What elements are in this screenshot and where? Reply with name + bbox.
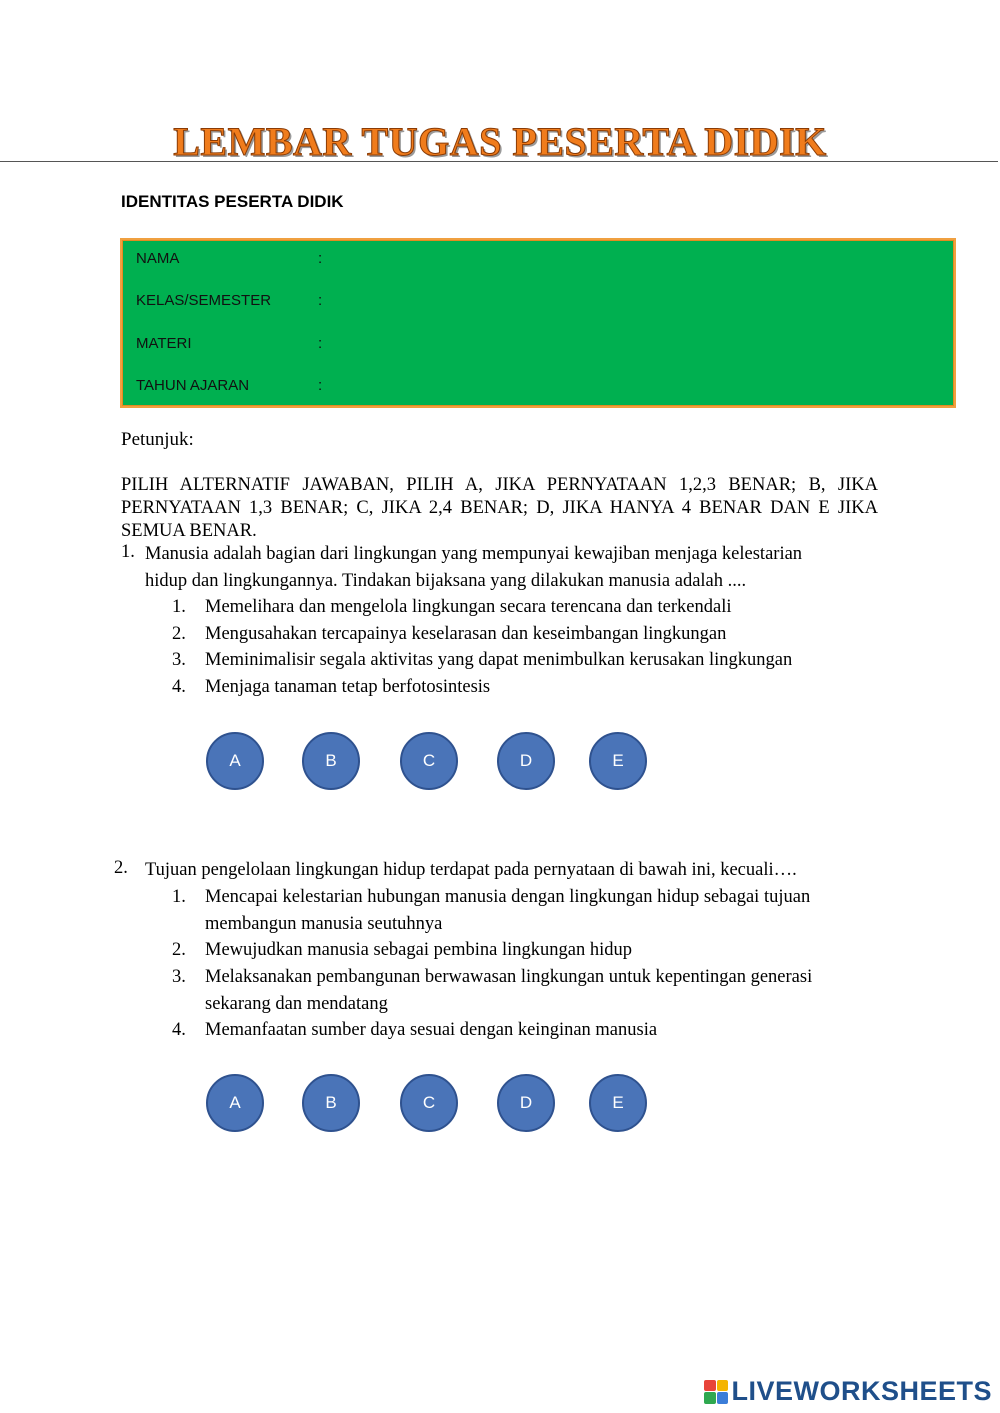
brand-text: LIVEWORKSHEETS — [731, 1376, 992, 1406]
title-divider — [0, 161, 998, 162]
question-1-choice-a[interactable]: A — [206, 732, 264, 790]
identity-row-kelas[interactable] — [136, 292, 322, 309]
question-2-choice-a[interactable]: A — [206, 1074, 264, 1132]
question-1-text — [145, 541, 885, 594]
page-title: LEMBAR TUGAS PESERTA DIDIK — [173, 119, 827, 164]
identity-row-tahun[interactable] — [136, 377, 322, 394]
question-2-choice-c[interactable]: C — [400, 1074, 458, 1132]
identity-heading: IDENTITAS PESERTA DIDIK — [121, 192, 344, 211]
question-2-number: 2. — [114, 858, 128, 878]
question-1-choice-d[interactable]: D — [497, 732, 555, 790]
identity-box — [120, 238, 956, 408]
field-label: KELAS/SEMESTER — [136, 292, 272, 309]
question-2-choice-b[interactable]: B — [302, 1074, 360, 1132]
identity-row-nama[interactable] — [136, 250, 322, 267]
liveworksheets-brand[interactable] — [704, 1376, 992, 1407]
question-1-choice-e[interactable]: E — [589, 732, 647, 790]
question-1-line1: Manusia adalah bagian dari lingkungan yang mempunyai kewajiban menjaga kelestarian — [145, 544, 803, 564]
question-1-choice-c[interactable]: C — [400, 732, 458, 790]
question-2-choice-e[interactable]: E — [589, 1074, 647, 1132]
liveworksheets-logo-icon — [704, 1380, 728, 1404]
question-1-choice-b[interactable]: B — [302, 732, 360, 790]
field-colon: : — [318, 292, 323, 309]
question-1-line2: hidup dan lingkungannya. Tindakan bijaksana yang dilakukan manusia adalah .... — [145, 570, 747, 591]
field-colon: : — [318, 377, 323, 394]
field-label: TAHUN AJARAN — [136, 377, 250, 394]
instructions-label: Petunjuk: — [121, 429, 194, 450]
field-colon: : — [318, 250, 323, 267]
instructions-text: PILIH ALTERNATIF JAWABAN, PILIH A, JIKA PERNYATAAN 1,2,3 BENAR; B, JIKA PERNYATAAN 1,3 BENAR; C, JIKA 2,4 BENAR; D, JIKA HANYA 4 BENAR DAN E JIKA SEMUA BENAR. — [121, 475, 878, 541]
question-2-choice-d[interactable]: D — [497, 1074, 555, 1132]
field-label: MATERI — [136, 335, 192, 352]
question-1-number: 1. — [121, 542, 135, 562]
question-2-text: Tujuan pengelolaan lingkungan hidup terdapat pada pernyataan di bawah ini, kecuali…. — [145, 860, 797, 880]
identity-row-materi[interactable] — [136, 335, 322, 352]
field-colon: : — [318, 335, 323, 352]
field-label: NAMA — [136, 250, 180, 267]
